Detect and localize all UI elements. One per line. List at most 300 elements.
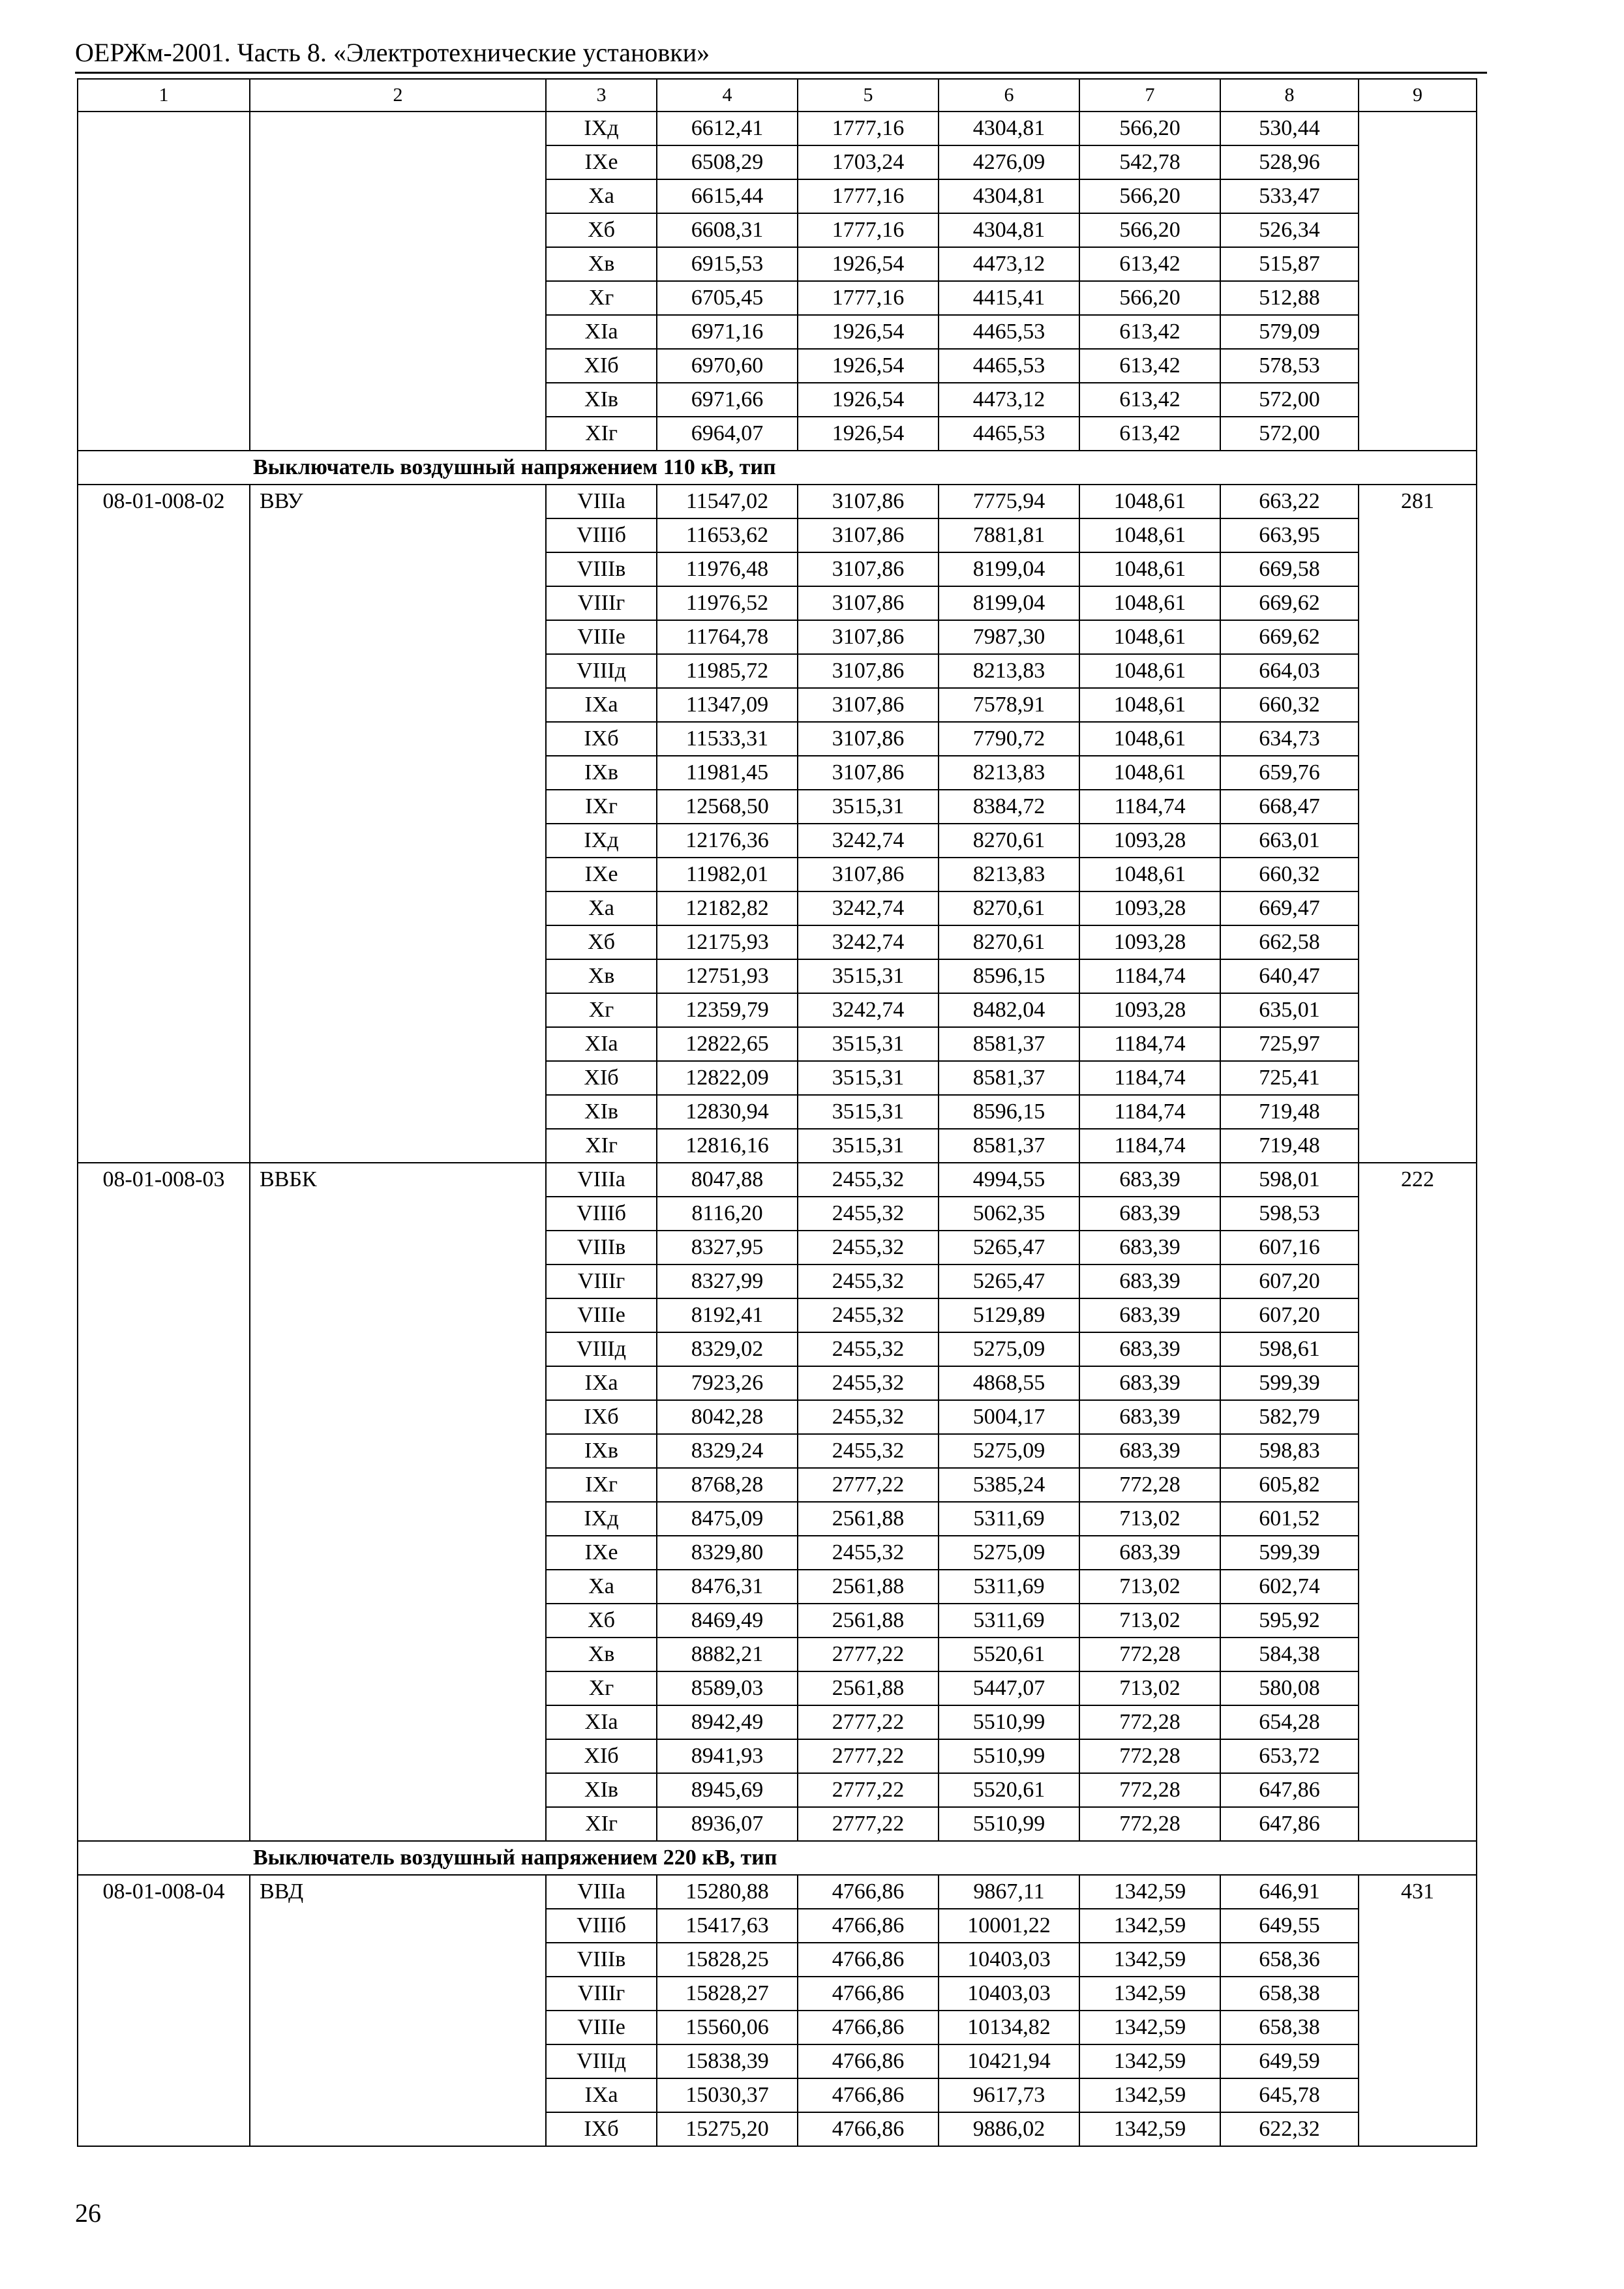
column-header: 6: [939, 79, 1079, 112]
price-table: [77, 78, 1477, 2147]
zone-cell: IХд: [546, 824, 657, 858]
value-cell: 6612,41: [657, 112, 798, 145]
value-cell: 8329,02: [657, 1332, 798, 1366]
value-cell: 713,02: [1079, 1671, 1220, 1705]
value-cell: 4465,53: [939, 349, 1079, 383]
zone-cell: ХIг: [546, 1129, 657, 1163]
value-cell: 8469,49: [657, 1604, 798, 1638]
value-cell: 572,00: [1220, 417, 1359, 451]
value-cell: 658,38: [1220, 1977, 1359, 2011]
value-cell: 5275,09: [939, 1536, 1079, 1570]
page-header: ОЕРЖм-2001. Часть 8. «Электротехнические установки»: [75, 38, 710, 67]
value-cell: 8270,61: [939, 824, 1079, 858]
value-cell: 3515,31: [798, 1129, 939, 1163]
value-cell: 10001,22: [939, 1909, 1079, 1943]
value-cell: 12822,65: [657, 1027, 798, 1061]
value-cell: 5311,69: [939, 1604, 1079, 1638]
value-cell: 8116,20: [657, 1197, 798, 1231]
value-cell: 11533,31: [657, 722, 798, 756]
value-cell: 649,59: [1220, 2044, 1359, 2078]
zone-cell: IХб: [546, 722, 657, 756]
value-cell: 566,20: [1079, 213, 1220, 247]
value-cell: 3242,74: [798, 891, 939, 925]
value-cell: 663,95: [1220, 518, 1359, 552]
value-cell: 683,39: [1079, 1366, 1220, 1400]
value-cell: 2777,22: [798, 1773, 939, 1807]
value-cell: 3242,74: [798, 993, 939, 1027]
zone-cell: IХг: [546, 1468, 657, 1502]
value-cell: 8213,83: [939, 756, 1079, 790]
value-cell: 2455,32: [798, 1536, 939, 1570]
value-cell: 2455,32: [798, 1163, 939, 1197]
value-cell: 2777,22: [798, 1468, 939, 1502]
value-cell: 3107,86: [798, 552, 939, 586]
value-cell: 8596,15: [939, 959, 1079, 993]
value-cell: 1093,28: [1079, 925, 1220, 959]
value-cell: 8596,15: [939, 1095, 1079, 1129]
value-cell: 533,47: [1220, 179, 1359, 213]
value-cell: 1184,74: [1079, 1129, 1220, 1163]
value-cell: 11985,72: [657, 654, 798, 688]
value-cell: 598,61: [1220, 1332, 1359, 1366]
zone-cell: ХIб: [546, 1061, 657, 1095]
value-cell: 3107,86: [798, 586, 939, 620]
value-cell: 653,72: [1220, 1739, 1359, 1773]
zone-cell: IХб: [546, 2112, 657, 2146]
value-cell: 613,42: [1079, 383, 1220, 417]
value-cell: 4304,81: [939, 179, 1079, 213]
value-cell: 1342,59: [1079, 1875, 1220, 1909]
value-cell: 1093,28: [1079, 891, 1220, 925]
section-row: [78, 1841, 1477, 1875]
value-cell: 6608,31: [657, 213, 798, 247]
value-cell: 1777,16: [798, 112, 939, 145]
value-cell: 683,39: [1079, 1434, 1220, 1468]
value-cell: 584,38: [1220, 1638, 1359, 1671]
value-cell: 10421,94: [939, 2044, 1079, 2078]
zone-cell: IХв: [546, 1434, 657, 1468]
value-cell: 3107,86: [798, 620, 939, 654]
value-cell: 5385,24: [939, 1468, 1079, 1502]
zone-cell: ХIг: [546, 1807, 657, 1841]
zone-cell: IХа: [546, 1366, 657, 1400]
table-row: [78, 1875, 1477, 1909]
value-cell: 622,32: [1220, 2112, 1359, 2146]
value-cell: 3107,86: [798, 858, 939, 891]
value-cell: 1777,16: [798, 213, 939, 247]
value-cell: 663,01: [1220, 824, 1359, 858]
value-cell: 582,79: [1220, 1400, 1359, 1434]
col9-cell: 431: [1359, 1875, 1477, 2146]
value-cell: 4304,81: [939, 213, 1079, 247]
value-cell: 7775,94: [939, 485, 1079, 518]
value-cell: 1093,28: [1079, 824, 1220, 858]
value-cell: 1048,61: [1079, 518, 1220, 552]
value-cell: 11976,52: [657, 586, 798, 620]
value-cell: 607,20: [1220, 1264, 1359, 1298]
value-cell: 658,36: [1220, 1943, 1359, 1977]
value-cell: 605,82: [1220, 1468, 1359, 1502]
value-cell: 566,20: [1079, 281, 1220, 315]
value-cell: 12568,50: [657, 790, 798, 824]
table-row: [78, 1163, 1477, 1197]
value-cell: 2561,88: [798, 1570, 939, 1604]
value-cell: 640,47: [1220, 959, 1359, 993]
value-cell: 578,53: [1220, 349, 1359, 383]
value-cell: 7881,81: [939, 518, 1079, 552]
value-cell: 1342,59: [1079, 2112, 1220, 2146]
value-cell: 530,44: [1220, 112, 1359, 145]
value-cell: 4766,86: [798, 2044, 939, 2078]
value-cell: 2777,22: [798, 1739, 939, 1773]
zone-cell: Хб: [546, 213, 657, 247]
value-cell: 11764,78: [657, 620, 798, 654]
code-cell: 08-01-008-03: [78, 1163, 250, 1841]
value-cell: 579,09: [1220, 315, 1359, 349]
value-cell: 3107,86: [798, 722, 939, 756]
value-cell: 6971,66: [657, 383, 798, 417]
table-body: [78, 79, 1477, 2146]
zone-cell: VIIIв: [546, 1231, 657, 1264]
value-cell: 4415,41: [939, 281, 1079, 315]
zone-cell: IХе: [546, 1536, 657, 1570]
value-cell: 2455,32: [798, 1366, 939, 1400]
value-cell: 11982,01: [657, 858, 798, 891]
value-cell: 15838,39: [657, 2044, 798, 2078]
value-cell: 3107,86: [798, 485, 939, 518]
value-cell: 1184,74: [1079, 959, 1220, 993]
value-cell: 1926,54: [798, 315, 939, 349]
zone-cell: VIIIд: [546, 2044, 657, 2078]
value-cell: 3515,31: [798, 1095, 939, 1129]
value-cell: 15828,25: [657, 1943, 798, 1977]
value-cell: 772,28: [1079, 1807, 1220, 1841]
value-cell: 5275,09: [939, 1434, 1079, 1468]
value-cell: 607,16: [1220, 1231, 1359, 1264]
value-cell: 8199,04: [939, 552, 1079, 586]
value-cell: 646,91: [1220, 1875, 1359, 1909]
zone-cell: VIIIб: [546, 1909, 657, 1943]
value-cell: 772,28: [1079, 1638, 1220, 1671]
zone-cell: VIIIе: [546, 620, 657, 654]
value-cell: 2455,32: [798, 1434, 939, 1468]
value-cell: 613,42: [1079, 349, 1220, 383]
zone-cell: VIIIв: [546, 1943, 657, 1977]
value-cell: 8589,03: [657, 1671, 798, 1705]
page-number: 26: [75, 2198, 101, 2228]
zone-cell: ХIа: [546, 1705, 657, 1739]
value-cell: 3107,86: [798, 654, 939, 688]
value-cell: 683,39: [1079, 1332, 1220, 1366]
zone-cell: ХIг: [546, 417, 657, 451]
value-cell: 5265,47: [939, 1264, 1079, 1298]
zone-cell: Хг: [546, 993, 657, 1027]
value-cell: 5520,61: [939, 1638, 1079, 1671]
value-cell: 11547,02: [657, 485, 798, 518]
value-cell: 8581,37: [939, 1027, 1079, 1061]
value-cell: 6971,16: [657, 315, 798, 349]
value-cell: 2777,22: [798, 1638, 939, 1671]
value-cell: 713,02: [1079, 1604, 1220, 1638]
value-cell: 10403,03: [939, 1977, 1079, 2011]
name-cell: [250, 112, 546, 451]
col9-cell: [1359, 112, 1477, 451]
value-cell: 2455,32: [798, 1231, 939, 1264]
value-cell: 4766,86: [798, 1943, 939, 1977]
value-cell: 7790,72: [939, 722, 1079, 756]
value-cell: 8475,09: [657, 1502, 798, 1536]
zone-cell: VIIIа: [546, 1163, 657, 1197]
value-cell: 607,20: [1220, 1298, 1359, 1332]
value-cell: 6615,44: [657, 179, 798, 213]
value-cell: 8329,80: [657, 1536, 798, 1570]
value-cell: 649,55: [1220, 1909, 1359, 1943]
value-cell: 634,73: [1220, 722, 1359, 756]
value-cell: 11976,48: [657, 552, 798, 586]
column-header: 8: [1220, 79, 1359, 112]
value-cell: 772,28: [1079, 1705, 1220, 1739]
value-cell: 3515,31: [798, 1061, 939, 1095]
value-cell: 669,58: [1220, 552, 1359, 586]
value-cell: 662,58: [1220, 925, 1359, 959]
value-cell: 8942,49: [657, 1705, 798, 1739]
value-cell: 8581,37: [939, 1061, 1079, 1095]
column-header-row: [78, 79, 1477, 112]
value-cell: 3515,31: [798, 790, 939, 824]
code-cell: 08-01-008-02: [78, 485, 250, 1163]
col9-cell: 222: [1359, 1163, 1477, 1841]
value-cell: 663,22: [1220, 485, 1359, 518]
value-cell: 2561,88: [798, 1502, 939, 1536]
column-header: 2: [250, 79, 546, 112]
table-row: [78, 112, 1477, 145]
value-cell: 6964,07: [657, 417, 798, 451]
value-cell: 8042,28: [657, 1400, 798, 1434]
value-cell: 9867,11: [939, 1875, 1079, 1909]
value-cell: 5311,69: [939, 1570, 1079, 1604]
value-cell: 4994,55: [939, 1163, 1079, 1197]
value-cell: 8270,61: [939, 891, 1079, 925]
value-cell: 8941,93: [657, 1739, 798, 1773]
value-cell: 6970,60: [657, 349, 798, 383]
value-cell: 8768,28: [657, 1468, 798, 1502]
value-cell: 2455,32: [798, 1197, 939, 1231]
value-cell: 4868,55: [939, 1366, 1079, 1400]
value-cell: 11347,09: [657, 688, 798, 722]
value-cell: 1342,59: [1079, 1977, 1220, 2011]
value-cell: 4766,86: [798, 2011, 939, 2044]
value-cell: 1703,24: [798, 145, 939, 179]
value-cell: 669,62: [1220, 620, 1359, 654]
value-cell: 572,00: [1220, 383, 1359, 417]
value-cell: 660,32: [1220, 858, 1359, 891]
value-cell: 2455,32: [798, 1264, 939, 1298]
value-cell: 3242,74: [798, 925, 939, 959]
value-cell: 719,48: [1220, 1129, 1359, 1163]
value-cell: 5510,99: [939, 1739, 1079, 1773]
value-cell: 598,83: [1220, 1434, 1359, 1468]
value-cell: 15030,37: [657, 2078, 798, 2112]
name-cell: ВВУ: [250, 485, 546, 1163]
value-cell: 8581,37: [939, 1129, 1079, 1163]
value-cell: 15560,06: [657, 2011, 798, 2044]
zone-cell: IХе: [546, 145, 657, 179]
value-cell: 3242,74: [798, 824, 939, 858]
value-cell: 1342,59: [1079, 1943, 1220, 1977]
zone-cell: VIIIв: [546, 552, 657, 586]
zone-cell: IХд: [546, 112, 657, 145]
value-cell: 3107,86: [798, 688, 939, 722]
value-cell: 8476,31: [657, 1570, 798, 1604]
value-cell: 8327,95: [657, 1231, 798, 1264]
value-cell: 683,39: [1079, 1163, 1220, 1197]
value-cell: 512,88: [1220, 281, 1359, 315]
value-cell: 12830,94: [657, 1095, 798, 1129]
value-cell: 5311,69: [939, 1502, 1079, 1536]
code-cell: [78, 112, 250, 451]
value-cell: 613,42: [1079, 315, 1220, 349]
value-cell: 1184,74: [1079, 790, 1220, 824]
value-cell: 3107,86: [798, 518, 939, 552]
column-header: 4: [657, 79, 798, 112]
zone-cell: VIIIг: [546, 1977, 657, 2011]
col9-cell: 281: [1359, 485, 1477, 1163]
value-cell: 5004,17: [939, 1400, 1079, 1434]
value-cell: 3515,31: [798, 1027, 939, 1061]
value-cell: 725,97: [1220, 1027, 1359, 1061]
value-cell: 664,03: [1220, 654, 1359, 688]
value-cell: 12175,93: [657, 925, 798, 959]
value-cell: 1048,61: [1079, 552, 1220, 586]
value-cell: 1048,61: [1079, 722, 1220, 756]
value-cell: 566,20: [1079, 112, 1220, 145]
value-cell: 645,78: [1220, 2078, 1359, 2112]
value-cell: 2777,22: [798, 1705, 939, 1739]
value-cell: 772,28: [1079, 1773, 1220, 1807]
zone-cell: Ха: [546, 179, 657, 213]
value-cell: 6705,45: [657, 281, 798, 315]
zone-cell: IХа: [546, 2078, 657, 2112]
value-cell: 5129,89: [939, 1298, 1079, 1332]
value-cell: 647,86: [1220, 1807, 1359, 1841]
value-cell: 8199,04: [939, 586, 1079, 620]
value-cell: 12176,36: [657, 824, 798, 858]
value-cell: 654,28: [1220, 1705, 1359, 1739]
value-cell: 4465,53: [939, 417, 1079, 451]
value-cell: 1342,59: [1079, 2078, 1220, 2112]
value-cell: 1048,61: [1079, 756, 1220, 790]
value-cell: 602,74: [1220, 1570, 1359, 1604]
value-cell: 4766,86: [798, 2112, 939, 2146]
value-cell: 601,52: [1220, 1502, 1359, 1536]
zone-cell: Хв: [546, 959, 657, 993]
zone-cell: VIIIе: [546, 2011, 657, 2044]
zone-cell: Хв: [546, 247, 657, 281]
zone-cell: Хг: [546, 281, 657, 315]
value-cell: 2455,32: [798, 1332, 939, 1366]
value-cell: 598,53: [1220, 1197, 1359, 1231]
zone-cell: IХа: [546, 688, 657, 722]
value-cell: 713,02: [1079, 1570, 1220, 1604]
zone-cell: ХIб: [546, 1739, 657, 1773]
value-cell: 10403,03: [939, 1943, 1079, 1977]
value-cell: 5520,61: [939, 1773, 1079, 1807]
value-cell: 4473,12: [939, 383, 1079, 417]
zone-cell: ХIб: [546, 349, 657, 383]
zone-cell: VIIIа: [546, 1875, 657, 1909]
value-cell: 566,20: [1079, 179, 1220, 213]
value-cell: 1184,74: [1079, 1061, 1220, 1095]
value-cell: 4473,12: [939, 247, 1079, 281]
zone-cell: IХе: [546, 858, 657, 891]
value-cell: 4766,86: [798, 1977, 939, 2011]
value-cell: 4276,09: [939, 145, 1079, 179]
zone-cell: VIIIд: [546, 1332, 657, 1366]
value-cell: 515,87: [1220, 247, 1359, 281]
value-cell: 2561,88: [798, 1671, 939, 1705]
zone-cell: ХIв: [546, 1773, 657, 1807]
value-cell: 15280,88: [657, 1875, 798, 1909]
value-cell: 595,92: [1220, 1604, 1359, 1638]
value-cell: 8213,83: [939, 858, 1079, 891]
header-rule: [75, 72, 1487, 74]
value-cell: 1048,61: [1079, 485, 1220, 518]
value-cell: 1048,61: [1079, 620, 1220, 654]
value-cell: 5275,09: [939, 1332, 1079, 1366]
value-cell: 598,01: [1220, 1163, 1359, 1197]
value-cell: 9617,73: [939, 2078, 1079, 2112]
value-cell: 647,86: [1220, 1773, 1359, 1807]
section-title: Выключатель воздушный напряжением 220 кВ, тип: [78, 1841, 1477, 1875]
value-cell: 5265,47: [939, 1231, 1079, 1264]
zone-cell: Хб: [546, 1604, 657, 1638]
value-cell: 8192,41: [657, 1298, 798, 1332]
column-header: 5: [798, 79, 939, 112]
value-cell: 10134,82: [939, 2011, 1079, 2044]
value-cell: 1926,54: [798, 383, 939, 417]
zone-cell: IХг: [546, 790, 657, 824]
value-cell: 683,39: [1079, 1197, 1220, 1231]
value-cell: 5447,07: [939, 1671, 1079, 1705]
value-cell: 5510,99: [939, 1705, 1079, 1739]
value-cell: 719,48: [1220, 1095, 1359, 1129]
zone-cell: VIIIе: [546, 1298, 657, 1332]
zone-cell: VIIIг: [546, 1264, 657, 1298]
value-cell: 1777,16: [798, 179, 939, 213]
value-cell: 1342,59: [1079, 2044, 1220, 2078]
value-cell: 542,78: [1079, 145, 1220, 179]
value-cell: 1048,61: [1079, 586, 1220, 620]
name-cell: ВВБК: [250, 1163, 546, 1841]
value-cell: 725,41: [1220, 1061, 1359, 1095]
zone-cell: IХв: [546, 756, 657, 790]
value-cell: 2455,32: [798, 1400, 939, 1434]
value-cell: 12822,09: [657, 1061, 798, 1095]
zone-cell: ХIв: [546, 383, 657, 417]
value-cell: 8384,72: [939, 790, 1079, 824]
value-cell: 8047,88: [657, 1163, 798, 1197]
value-cell: 1048,61: [1079, 688, 1220, 722]
value-cell: 4766,86: [798, 1909, 939, 1943]
value-cell: 4766,86: [798, 1875, 939, 1909]
value-cell: 526,34: [1220, 213, 1359, 247]
zone-cell: Ха: [546, 1570, 657, 1604]
value-cell: 772,28: [1079, 1468, 1220, 1502]
value-cell: 599,39: [1220, 1366, 1359, 1400]
value-cell: 8270,61: [939, 925, 1079, 959]
section-row: [78, 451, 1477, 485]
zone-cell: VIIIг: [546, 586, 657, 620]
